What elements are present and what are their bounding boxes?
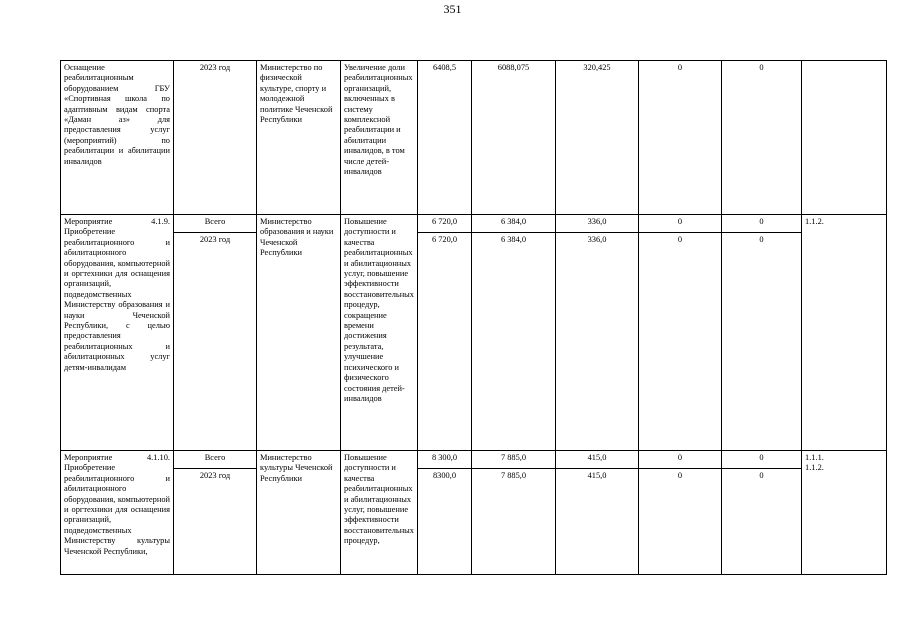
period-cell: 2023 год [174, 61, 257, 215]
value-all: 415,0 [556, 451, 638, 469]
value-federal [472, 215, 556, 451]
measure-name: Оснащение реабилитационным оборудованием ГБУ «Спортивная школа по адаптивным видам спорта «Даман аз» для предоставления услуг (мероприятий) по реабилитации и абилитации инвалидов [61, 61, 174, 215]
value-all: 7 885,0 [472, 451, 555, 469]
value-local: 0 [639, 61, 722, 215]
result-cell: Повышение доступности и качества реабилитационных и абилитационных услуг, повышение эффективности восстановительных процедур, сокращение времени достижения результата, улучшение психического и физического состояния детей-инвалидов [341, 215, 418, 451]
measure-name: Мероприятие 4.1.10. Приобретение реабилитационного и абилитационного оборудования, компьютерной и оргтехники для оснащения организаций, подведомственных Министерству культуры Чеченской Республики, [61, 451, 174, 575]
value-year: 0 [759, 235, 764, 244]
table-row [61, 215, 887, 451]
period-cell [174, 215, 257, 451]
table-row [61, 451, 887, 575]
value-year: 6 720,0 [431, 235, 458, 244]
page-number: 351 [443, 2, 462, 16]
value-year: 0 [677, 471, 683, 480]
executor-cell: Министерство образования и науки Чеченской Республики [257, 215, 341, 451]
value-regional [556, 451, 639, 575]
measure-name: Мероприятие 4.1.9. Приобретение реабилитационного и абилитационного оборудования, компьютерной и оргтехники для оснащения организаций, подведомственных Министерству образования и науки Чеченской Республики, с целью предоставления реабилитационных и абилитационных услуг детям-инвалидам [61, 215, 174, 451]
value-all: 0 [639, 215, 721, 233]
value-all: 8 300,0 [418, 451, 471, 469]
value-federal [472, 451, 556, 575]
period-year: 2023 год [199, 235, 231, 244]
value-all: 0 [722, 215, 801, 233]
program-table [60, 60, 887, 575]
value-total [418, 451, 472, 575]
value-year: 0 [759, 471, 764, 480]
indicator-cell: 1.1.2. [802, 215, 887, 451]
period-cell [174, 451, 257, 575]
indicator-cell [802, 61, 887, 215]
value-regional [556, 215, 639, 451]
indicator-cell: 1.1.1. 1.1.2. [802, 451, 887, 575]
executor-cell: Министерство по физической культуре, спорту и молодежной политике Чеченской Республики [257, 61, 341, 215]
value-all: 336,0 [556, 215, 638, 233]
result-cell: Увеличение доли реабилитационных организаций, включенных в систему комплексной реабилитации и абилитации инвалидов, в том числе детей-инвалидов [341, 61, 418, 215]
value-federal: 6088,075 [472, 61, 556, 215]
value-total: 6408,5 [418, 61, 472, 215]
value-other: 0 [722, 61, 802, 215]
value-year: 7 885,0 [500, 471, 527, 480]
value-all: 6 720,0 [418, 215, 471, 233]
value-year: 8300,0 [432, 471, 457, 480]
value-regional: 320,425 [556, 61, 639, 215]
value-total [418, 215, 472, 451]
value-local [639, 451, 722, 575]
value-year: 6 384,0 [500, 235, 527, 244]
value-other [722, 451, 802, 575]
value-all: 0 [639, 451, 721, 469]
table-row [61, 61, 887, 215]
value-all: 0 [722, 451, 801, 469]
value-year: 415,0 [587, 471, 607, 480]
period-total: Всего [174, 215, 256, 233]
period-total: Всего [174, 451, 256, 469]
value-year: 0 [677, 235, 683, 244]
period-year: 2023 год [199, 471, 231, 480]
result-cell: Повышение доступности и качества реабилитационных и абилитационных услуг, повышение эффективности восстановительных процедур, [341, 451, 418, 575]
value-other [722, 215, 802, 451]
executor-cell: Министерство культуры Чеченской Республики [257, 451, 341, 575]
value-all: 6 384,0 [472, 215, 555, 233]
value-local [639, 215, 722, 451]
value-year: 336,0 [587, 235, 607, 244]
